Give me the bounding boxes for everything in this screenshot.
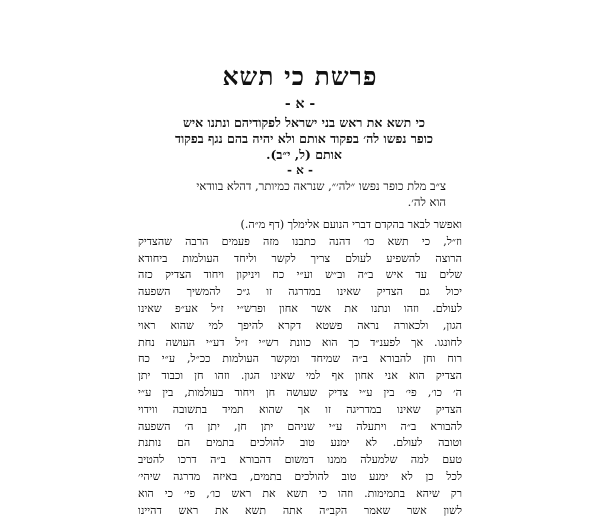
section-marker: - א - bbox=[284, 96, 316, 112]
body-line: וטובה לעולם. לא ימנע טוב להולכים בתמים הם נותנת bbox=[138, 436, 462, 450]
verse-line: אותם (ל, י״ב). bbox=[266, 147, 342, 162]
body-line: לשון אשר שאמר הקב״ה אתה תשא את ראש דהיינו bbox=[138, 503, 462, 517]
body-line: הגון, ולכאורה נראה פשטא דקרא להיפך למי שהוא ראוי bbox=[138, 318, 462, 332]
intro-line: הוא לה׳. bbox=[407, 195, 446, 209]
body-line: יכול גם הצדיק שאינו במדרגה זו ג״כ להמשיך השפעה bbox=[138, 285, 462, 299]
body-line: שלים עד איש ב״ה וב״ש וע״י כח ויניקון ויחוד הצדיק כזה bbox=[138, 268, 462, 282]
body-line: לחונגו. אך לפענ״ד כך הוא כוונת רש״י ז״ל דע״י העושה נחת bbox=[138, 335, 462, 349]
body-line: לעולם. וזהו ונתנו את אשר אחון ופרש״י ז״ל אע״פ שאינו bbox=[138, 301, 462, 315]
body-line: הצדיק הוא אני אחון אף למי שאינו הגון. וזהו חן וכבוד יתן bbox=[138, 369, 462, 383]
verse-line: כי תשא את ראש בני ישראל לפקודיהם ונתנו איש bbox=[183, 115, 425, 130]
body-line: רק שיהא בתמימות. וזהו כי תשא את ראש כו׳, פי׳ כי הוא bbox=[138, 486, 462, 500]
body-line: טעם למה שלמעלה ממנו דמשום דהבורא ב״ה דרכו להטיב bbox=[138, 453, 462, 467]
body-line: ואפשר לבאר בהקדם דברי הנועם אלימלך (דף מ״ה.) bbox=[240, 218, 462, 231]
intro-line: צ״ב מלת כופר נפשו ״לה׳״, שנראה כמיותר, דהלא בוודאי bbox=[196, 179, 446, 193]
body-paragraph bbox=[138, 217, 462, 519]
sub-section-marker: - א - bbox=[286, 163, 314, 177]
parsha-title: פרשת כי תשא bbox=[222, 62, 378, 91]
body-line: הצדיק שאינו במדריגה זו אך שהוא תמיד בתשובה ווידוי bbox=[138, 402, 462, 416]
body-line: להבורא ב״ה ויתעלה ע״י שניהם יתן חן, יתן ה׳ השפעה bbox=[138, 419, 462, 433]
body-line: רוח וחן להבורא ב״ה שמיחד ומקשר העולמות ככ״ל, ע״י כח bbox=[138, 352, 462, 366]
body-line: ה׳ כו׳, פי׳ בין ע״י צדיק שעושה חן ויחוד בעולמות, בין ע״י bbox=[138, 385, 462, 399]
body-line: וז״ל, כי תשא כו׳ דהנה כתבנו מזה פעמים הרבה שהצדיק bbox=[138, 234, 462, 248]
verse-quote bbox=[145, 115, 463, 163]
body-line: לכל כן לא ימנע טוב להולכים בתמים, באיזה מדרגה שיהי׳ bbox=[138, 469, 462, 483]
body-line: הרוצה להשפיע לעולם צריך לקשר וליחד העולמות ביחודא bbox=[138, 251, 462, 265]
intro-paragraph bbox=[146, 178, 446, 210]
verse-line: כופר נפשו לה׳ בפקוד אותם ולא יהיה בהם נגף בפקוד bbox=[174, 131, 434, 146]
